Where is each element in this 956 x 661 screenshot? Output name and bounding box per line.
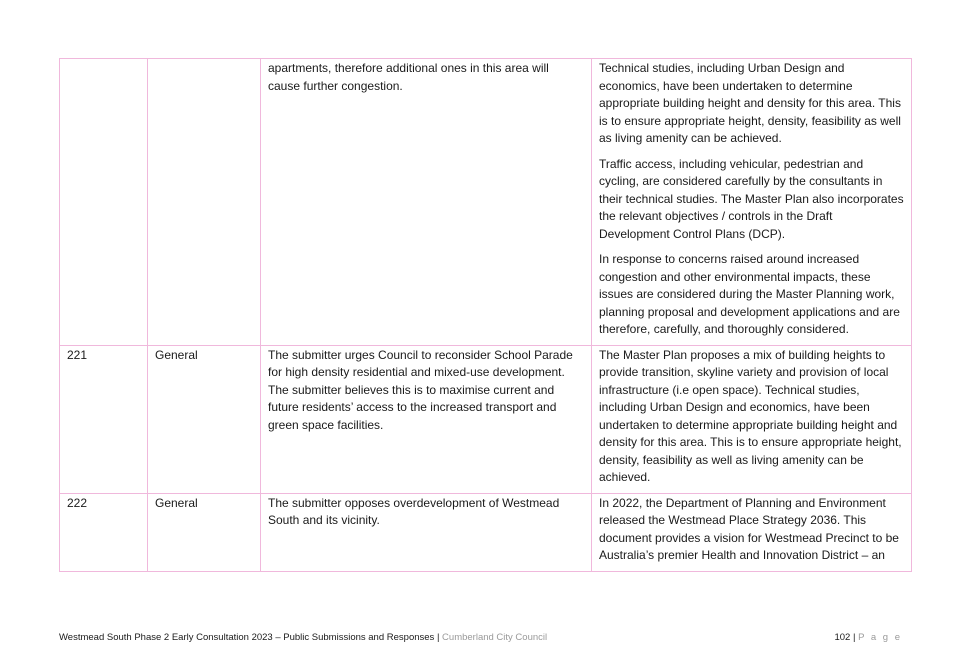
footer-org-name: Cumberland City Council xyxy=(442,632,548,643)
category-cell xyxy=(148,59,261,346)
category-cell: General xyxy=(148,493,261,571)
table-row xyxy=(60,493,912,571)
response-cell xyxy=(592,345,912,493)
response-cell xyxy=(592,59,912,346)
submissions-table xyxy=(59,58,912,572)
submission-cell xyxy=(261,493,592,571)
submission-text: The submitter urges Council to reconsider School Parade for high density residential and mixed-use development. The submitter believes this is to maximise current and future residents’ access to the increased transport and green space facilities. xyxy=(268,347,573,432)
submission-id-cell xyxy=(60,59,148,346)
response-cell xyxy=(592,493,912,571)
page-number: 102 xyxy=(834,632,851,643)
footer-right xyxy=(834,632,902,643)
response-text: In response to concerns raised around increased congestion and other environmental impacts, these issues are considered during the Master Planning work, planning proposal and development applications and are therefore, carefully, and thoroughly considered. xyxy=(599,252,900,336)
footer-separator: | xyxy=(852,632,856,643)
submission-cell xyxy=(261,345,592,493)
response-text: In 2022, the Department of Planning and Environment released the Westmead Place Strategy 2036. This document provides a vision for Westmead Precinct to be Australia’s premier Health and Innovation District – an xyxy=(599,495,899,562)
page-footer xyxy=(59,632,902,643)
footer-doc-title: Westmead South Phase 2 Early Consultation 2023 – Public Submissions and Responses xyxy=(59,632,435,643)
footer-left xyxy=(59,632,547,643)
page-label: P a g e xyxy=(858,632,902,643)
category-cell: General xyxy=(148,345,261,493)
submission-cell xyxy=(261,59,592,346)
table-row xyxy=(60,345,912,493)
response-text: The Master Plan proposes a mix of building heights to provide transition, skyline variety and provision of local infrastructure (i.e open space). Technical studies, including Urban Design and economics, have been undertaken to determine appropriate building height and density for this area. This is to ensure appropriate height, density, feasibility as well as living amenity can be achieved. xyxy=(599,347,902,484)
footer-separator: | xyxy=(436,632,440,643)
response-text: Traffic access, including vehicular, pedestrian and cycling, are considered carefully by the consultants in their technical studies. The Master Plan also incorporates the relevant objectives / controls in the Draft Development Control Plans (DCP). xyxy=(599,156,904,241)
response-text: Technical studies, including Urban Design and economics, have been undertaken to determine appropriate building height and density for this area. This is to ensure appropriate height, density, feasibility as well as living amenity can be achieved. xyxy=(599,61,901,145)
submission-text: The submitter opposes overdevelopment of Westmead South and its vicinity. xyxy=(268,495,560,527)
submission-id-cell: 222 xyxy=(60,493,148,571)
submission-text: apartments, therefore additional ones in this area will cause further congestion. xyxy=(268,61,549,93)
submission-id-cell: 221 xyxy=(60,345,148,493)
table-row xyxy=(60,59,912,346)
